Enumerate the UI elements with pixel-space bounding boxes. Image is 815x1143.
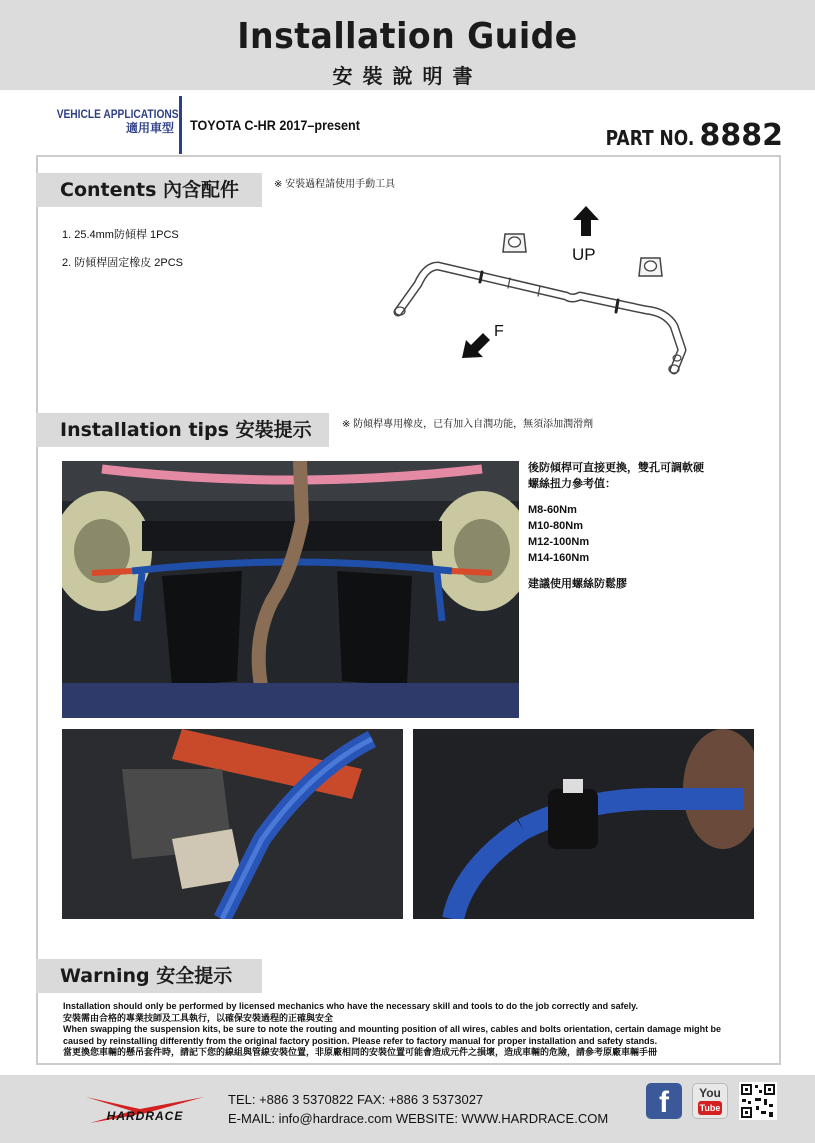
warning-line-5: 當更換您車輛的懸吊套件時，請記下您的線組與管線安裝位置，非原廠相同的安裝位置可能會造成元件之損壞，造成車輛的危險，請參考原廠車輛手冊	[63, 1047, 658, 1057]
part-number-value: 8882	[699, 118, 783, 153]
sway-bar-outline	[395, 266, 682, 373]
tips-advice: 建議使用螺絲防鬆膠	[528, 578, 627, 590]
brand-name: HARDRACE	[106, 1109, 184, 1123]
warning-line-2: 安裝需由合格的專業技師及工具執行，以確保安裝過程的正確與安全	[63, 1012, 334, 1023]
torque-info	[528, 460, 704, 592]
page-title: Installation Guide	[237, 16, 578, 57]
sway-bar-diagram	[390, 200, 700, 385]
detail-photo-right	[413, 729, 754, 919]
underbody-photo	[62, 461, 519, 718]
torque-m14: M14-160Nm	[528, 552, 590, 564]
diagram-f-label: F	[494, 323, 504, 340]
vehicle-applications-label	[36, 107, 179, 135]
torque-m12: M12-100Nm	[528, 536, 590, 548]
diagram-up-label: UP	[572, 245, 596, 264]
detail-photo-left	[62, 729, 403, 919]
torque-m10: M10-80Nm	[528, 520, 584, 532]
contents-note: ※ 安裝過程請使用手動工具	[274, 179, 396, 190]
page-header	[0, 0, 815, 90]
content-item-2: 2. 防傾桿固定橡皮 2PCS	[62, 257, 184, 269]
warning-text	[63, 1001, 763, 1059]
tips-desc-line1: 後防傾桿可直接更換，雙孔可調軟硬	[528, 462, 704, 474]
up-arrow-icon	[573, 206, 599, 236]
hardrace-logo	[80, 1093, 210, 1125]
forward-arrow-icon	[462, 333, 490, 358]
youtube-you: You	[699, 1086, 721, 1100]
youtube-icon[interactable]	[692, 1083, 728, 1119]
vehicle-label-en: VEHICLE APPLICATIONS	[56, 107, 179, 121]
youtube-tube: Tube	[699, 1103, 721, 1113]
torque-m8: M8-60Nm	[528, 504, 577, 516]
vehicle-model: TOYOTA C-HR 2017–present	[190, 117, 360, 133]
qr-code-icon[interactable]	[739, 1082, 777, 1120]
warning-section-title: Warning 安全提示	[36, 959, 262, 993]
tips-desc-line2: 螺絲扭力參考值：	[528, 478, 616, 490]
vehicle-divider	[179, 96, 182, 154]
tips-note: ※ 防傾桿專用橡皮，已有加入自潤功能，無須添加潤滑劑	[342, 419, 594, 430]
page-title-zh: 安裝說明書	[332, 64, 483, 88]
part-number	[590, 118, 783, 153]
vehicle-label-zh: 適用車型	[125, 121, 174, 135]
tips-section-title: Installation tips 安裝提示	[36, 413, 329, 447]
warning-line-4: caused by reinstalling differently from the original factory position. Please refer to factory manual for proper installation and safety stands.	[63, 1035, 658, 1046]
content-item-1: 1. 25.4mm防傾桿 1PCS	[62, 229, 179, 241]
bushing-left-icon	[503, 234, 526, 252]
warning-line-1: Installation should only be performed by licensed mechanics who have the necessary skill and tools to do the job correctly and safely.	[63, 1001, 638, 1011]
bushing-right-icon	[639, 258, 662, 276]
part-number-label: PART NO.	[605, 126, 694, 150]
contact-info	[228, 1090, 608, 1128]
contact-phone: TEL: +886 3 5370822 FAX: +886 3 5373027	[228, 1092, 484, 1107]
facebook-icon[interactable]: f	[646, 1083, 682, 1119]
warning-line-3: When swapping the suspension kits, be sure to note the routing and mounting position of all wires, cables and bolts orientation, certain damage might be	[63, 1024, 722, 1034]
contents-section-title: Contents 內含配件	[36, 173, 262, 207]
contact-web[interactable]: E-MAIL: info@hardrace.com WEBSITE: WWW.HARDRACE.COM	[228, 1111, 609, 1126]
